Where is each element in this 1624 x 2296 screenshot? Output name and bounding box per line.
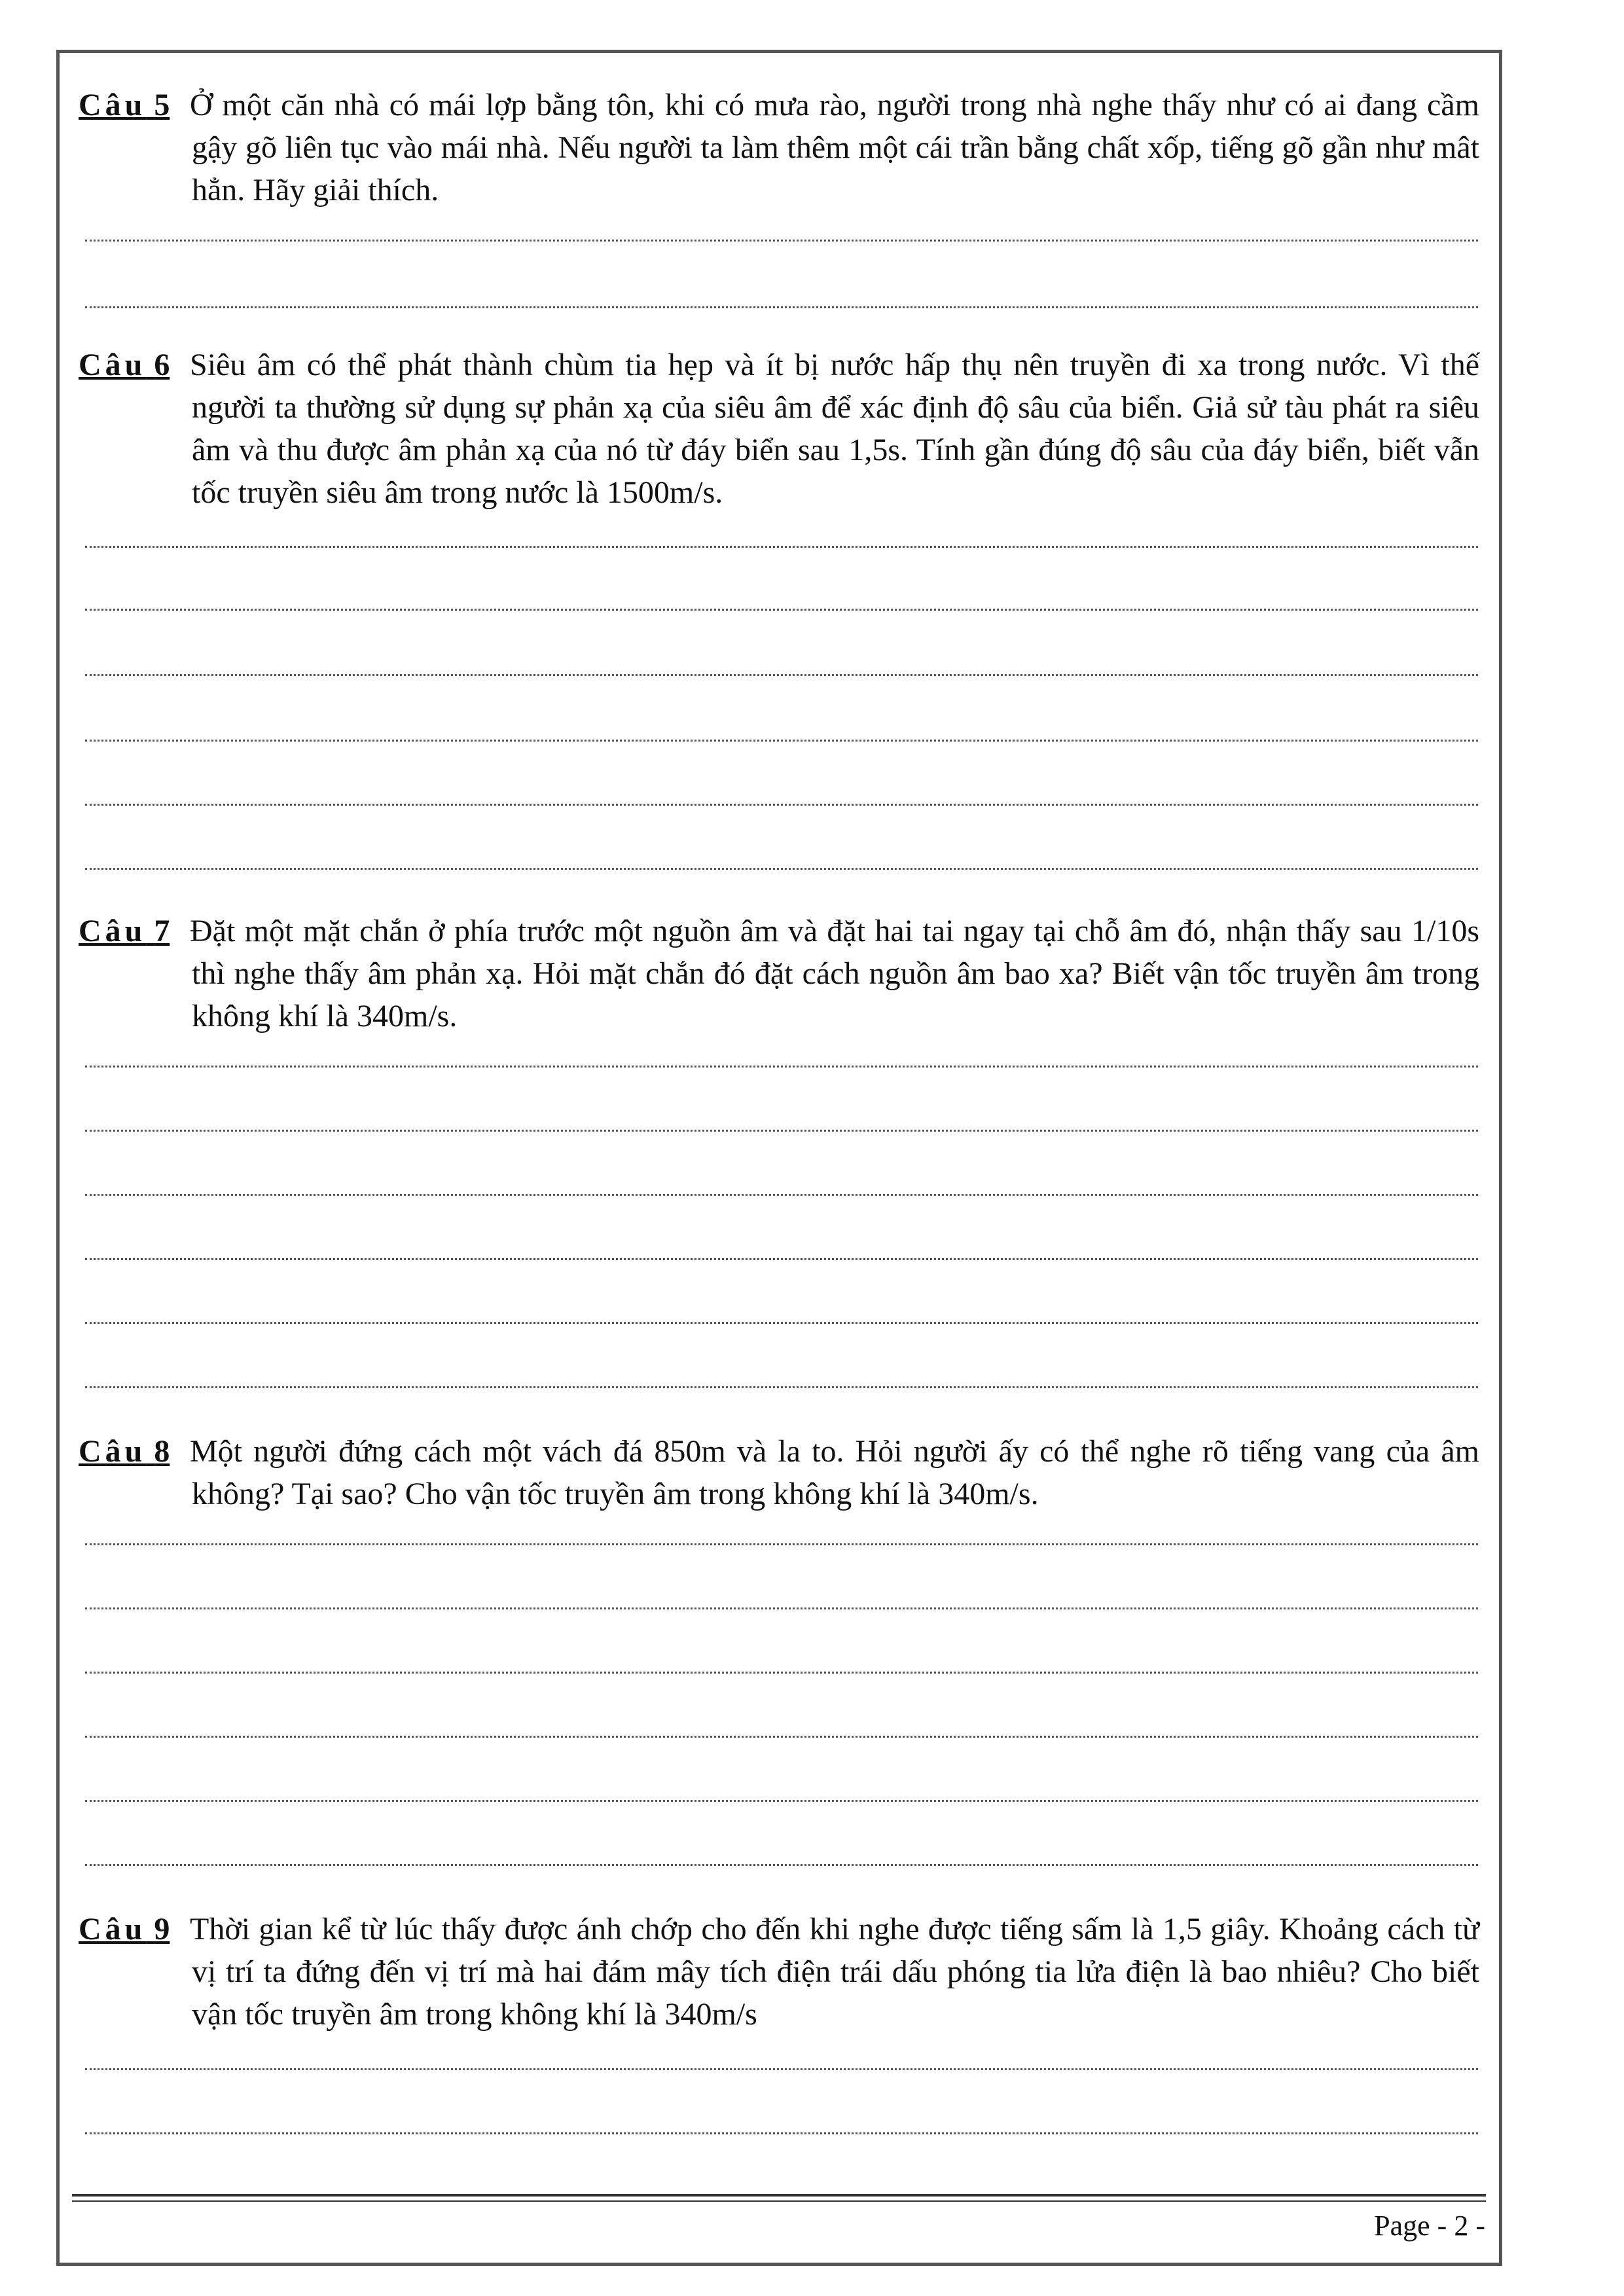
- footer-rule: [72, 2194, 1486, 2197]
- answer-line[interactable]: [85, 674, 1478, 676]
- question-6-body: Siêu âm có thể phát thành chùm tia hẹp và ít bị nước hấp thụ nên truyền đi xa trong nước. Vì thế người ta thường sử dụng sự phản xạ của siêu âm để xác định độ sâu của biển. Giả sử tàu phát ra siêu âm và thu được âm phản xạ của nó từ đáy biển sau 1,5s. Tính gần đúng độ sâu của đáy biển, biết vẫn tốc truyền siêu âm trong nước là 1500m/s.: [190, 348, 1479, 510]
- answer-line[interactable]: [85, 306, 1478, 308]
- answer-line[interactable]: [85, 1607, 1478, 1609]
- question-6: [79, 344, 1479, 514]
- answer-line[interactable]: [85, 1258, 1478, 1260]
- answer-line[interactable]: [85, 740, 1478, 742]
- question-7-label: Câu 7: [79, 914, 170, 948]
- question-9-label: Câu 9: [79, 1912, 170, 1946]
- question-6-label: Câu 6: [79, 348, 170, 382]
- answer-line[interactable]: [85, 2068, 1478, 2070]
- answer-line[interactable]: [85, 1130, 1478, 1132]
- answer-line[interactable]: [85, 1322, 1478, 1324]
- answer-line[interactable]: [85, 1800, 1478, 1802]
- answer-line[interactable]: [85, 546, 1478, 548]
- question-9: [79, 1908, 1479, 2036]
- question-5-body: Ở một căn nhà có mái lợp bằng tôn, khi có mưa rào, người trong nhà nghe thấy như có ai đang cầm gậy gõ liên tục vào mái nhà. Nếu người ta làm thêm một cái trần bằng chất xốp, tiếng gõ gần như mât hẳn. Hãy giải thích.: [190, 88, 1479, 207]
- answer-line[interactable]: [85, 1672, 1478, 1674]
- question-9-text: [79, 1908, 1479, 2036]
- answer-line[interactable]: [85, 240, 1478, 242]
- answer-line[interactable]: [85, 1194, 1478, 1196]
- question-5-text: [79, 84, 1479, 211]
- answer-line[interactable]: [85, 868, 1478, 870]
- question-8-label: Câu 8: [79, 1434, 170, 1469]
- answer-line[interactable]: [85, 1066, 1478, 1067]
- footer-rule: [72, 2200, 1486, 2202]
- answer-line[interactable]: [85, 609, 1478, 611]
- answer-line[interactable]: [85, 2132, 1478, 2134]
- answer-line[interactable]: [85, 1543, 1478, 1545]
- question-6-text: [79, 344, 1479, 514]
- question-8-text: [79, 1430, 1479, 1515]
- question-9-body: Thời gian kể từ lúc thấy được ánh chớp cho đến khi nghe được tiếng sấm là 1,5 giây. Khoảng cách từ vị trí ta đứng đến vị trí mà hai đám mây tích điện trái dấu phóng tia lửa điện là bao nhiêu? Cho biết vận tốc truyền âm trong không khí là 340m/s: [190, 1912, 1479, 2032]
- answer-line[interactable]: [85, 1736, 1478, 1738]
- answer-line[interactable]: [85, 1386, 1478, 1388]
- question-7-body: Đặt một mặt chắn ở phía trước một nguồn âm và đặt hai tai ngay tại chỗ âm đó, nhận thấy sau 1/10s thì nghe thấy âm phản xạ. Hỏi mặt chắn đó đặt cách nguồn âm bao xa? Biết vận tốc truyền âm trong không khí là 340m/s.: [190, 914, 1479, 1033]
- page-number: Page - 2 -: [1374, 2210, 1485, 2242]
- question-8-body: Một người đứng cách một vách đá 850m và la to. Hỏi người ấy có thể nghe rõ tiếng vang của âm không? Tại sao? Cho vận tốc truyền âm trong không khí là 340m/s.: [190, 1434, 1479, 1511]
- answer-line[interactable]: [85, 1864, 1478, 1866]
- question-7: [79, 910, 1479, 1037]
- question-5-label: Câu 5: [79, 88, 170, 122]
- answer-line[interactable]: [85, 804, 1478, 806]
- question-5: [79, 84, 1479, 211]
- question-7-text: [79, 910, 1479, 1037]
- question-8: [79, 1430, 1479, 1515]
